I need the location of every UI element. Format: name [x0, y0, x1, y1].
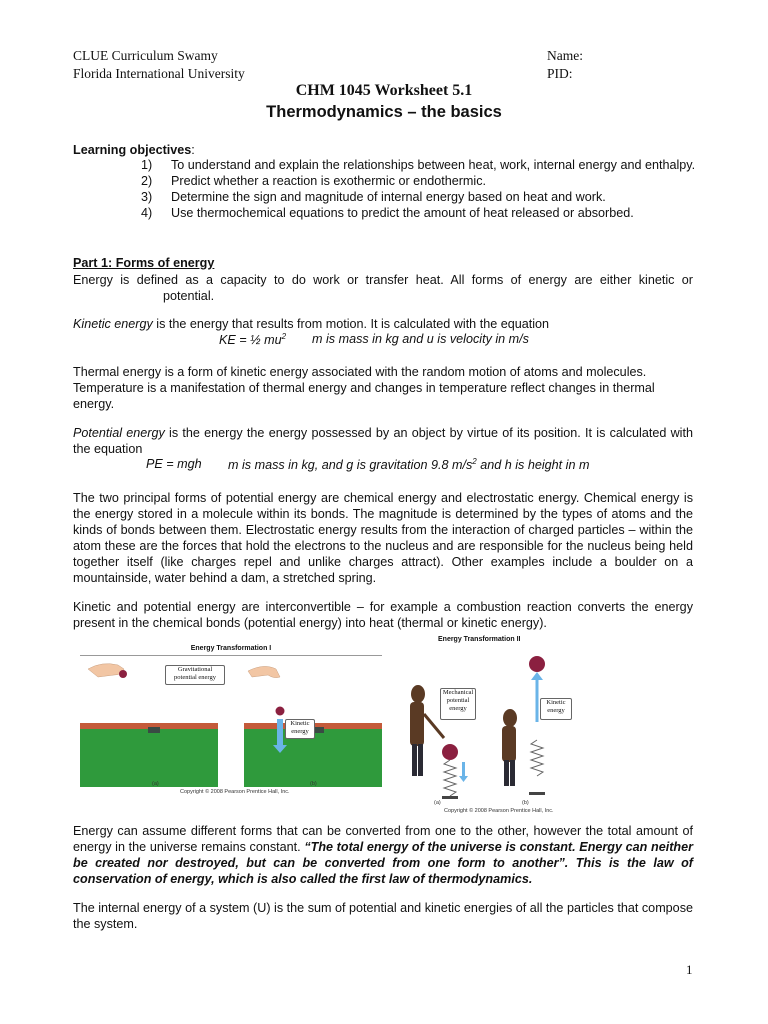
figure1-copyright: Copyright © 2008 Pearson Prentice Hall, Inc. [180, 789, 290, 795]
header-name-label: Name: [547, 48, 583, 63]
part1-heading: Part 1: Forms of energy [73, 256, 215, 270]
worksheet-topic: Thermodynamics – the basics [266, 103, 502, 121]
objective-item: 1) To understand and explain the relationships between heat, work, internal energy and enthalpy. [141, 158, 696, 172]
figure2-copyright: Copyright © 2008 Pearson Prentice Hall, Inc. [444, 808, 554, 814]
header-pid-label: PID: [547, 66, 573, 81]
kinetic-energy-definition: Kinetic energy is the energy that results from motion. It is calculated with the equation [73, 317, 550, 331]
conservation-paragraph: Energy can assume different forms that can be converted from one to the other, however the total amount of energy in the universe remains constant. “The total energy of the universe is constant. Energy can neither be created nor destroyed, but can be converted from one form to another”. This is the law of conservation of energy, which is also called the first law of thermodynamics. [73, 824, 694, 886]
objective-item: 2) Predict whether a reaction is exothermic or endothermic. [141, 174, 486, 188]
figure1-title: Energy Transformation I [190, 645, 272, 652]
figure1-part-a: (a) [152, 781, 159, 787]
worksheet-title: CHM 1045 Worksheet 5.1 [295, 82, 473, 99]
kinetic-label-fig2: Kinetic energy [540, 698, 572, 720]
internal-energy-paragraph: The internal energy of a system (U) is the sum of potential and kinetic energies of all the particles that compose the system. [73, 901, 693, 931]
objective-item: 4) Use thermochemical equations to predict the amount of heat released or absorbed. [141, 206, 634, 220]
energy-transformation-1-figure [80, 643, 382, 799]
potential-energy-note: m is mass in kg, and g is gravitation 9.8 $m/s^2$ and h is height in m [228, 457, 590, 473]
thermal-energy-paragraph: Thermal energy is a form of kinetic energy associated with the random motion of atoms and molecules. Temperature is a manifestation of thermal energy and changes in temperature reflect changes in thermal energy. [73, 365, 655, 411]
energy-transformation-2-figure [400, 634, 580, 814]
kinetic-label-fig1: Kinetic energy [285, 719, 315, 739]
header-institution-line2: Florida International University [73, 66, 245, 81]
figure1-illustration [80, 643, 382, 799]
objectives-heading: Learning objectives: [73, 143, 195, 157]
figure2-title: Energy Transformation II [438, 636, 521, 643]
figure2-part-a: (a) [434, 800, 441, 806]
energy-definition-line1: Energy is defined as a capacity to do work or transfer heat. All forms of energy are either kinetic or [73, 273, 693, 287]
figure2-part-b: (b) [522, 800, 529, 806]
objective-item: 3) Determine the sign and magnitude of internal energy based on heat and work. [141, 190, 606, 204]
mechanical-label: Mechanical potential energy [440, 688, 476, 720]
gravitational-label: Gravitational potential energy [165, 665, 225, 685]
objectives-list [141, 157, 697, 221]
kinetic-energy-equation: KE = ½ $mu^2$ [219, 332, 287, 348]
potential-forms-paragraph: The two principal forms of potential energy are chemical energy and electrostatic energy. Chemical energy is the energy stored in a molecule within its bonds. The magnitude is determined by the types of atoms and the kinds of bonds between them. Electrostatic energy results from the interaction of charged particles – within the atom these are the forces that hold the electrons to the nucleus and are responsible for the nucleus being held together itself (like charges repel and unlike charges attract). Other examples include a boulder on a mountainside, water behind a dam, a stretched spring. [73, 491, 693, 585]
potential-energy-definition: Potential energy is the energy the energy possessed by an object by virtue of its position. It is calculated with the equation [73, 426, 693, 456]
energy-definition-line2: potential. [163, 289, 215, 303]
potential-energy-equation: PE = mgh [146, 457, 202, 471]
interconvertible-paragraph: Kinetic and potential energy are interconvertible – for example a combustion reaction converts the energy present in the chemical bonds (potential energy) into heat (thermal or kinetic energy). [73, 600, 693, 630]
page-number: 1 [686, 962, 693, 977]
figure2-illustration [400, 634, 580, 814]
header-institution-line1: CLUE Curriculum Swamy [73, 48, 218, 63]
figure1-part-b: (b) [310, 781, 317, 787]
kinetic-energy-note: m is mass in kg and u is velocity in m/s [312, 332, 529, 346]
